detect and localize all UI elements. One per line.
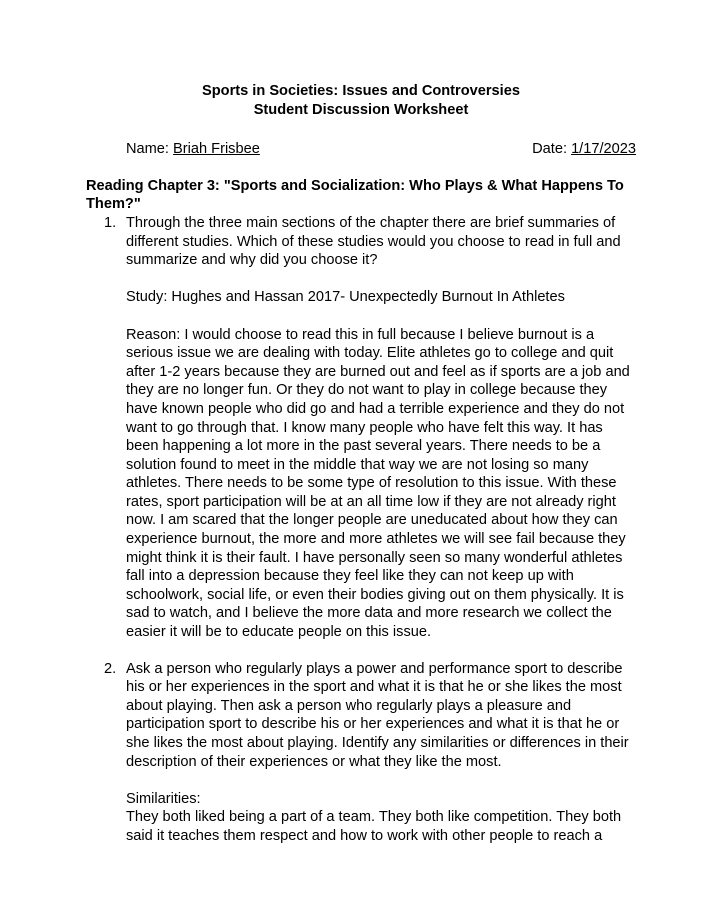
title-line-1: Sports in Societies: Issues and Controversies — [202, 83, 520, 99]
question-1-prompt: Through the three main sections of the chapter there are brief summaries of different studies. Which of these studies would you choose to read in full and summarize and why did you choose it? — [126, 214, 621, 269]
date-value: 1/17/2023 — [571, 141, 636, 158]
name-field — [126, 140, 260, 159]
question-list — [86, 214, 636, 846]
title-line-2: Student Discussion Worksheet — [253, 101, 469, 118]
question-1-number: 1. — [104, 214, 117, 231]
question-1-study: Study: Hughes and Hassan 2017- Unexpectedly Burnout In Athletes — [126, 289, 565, 306]
question-1 — [86, 214, 636, 642]
spacer — [126, 270, 636, 289]
worksheet-title — [86, 82, 636, 119]
reading-heading — [86, 177, 636, 214]
reading-label: Reading Chapter 3: — [86, 177, 224, 194]
question-1-reason: Reason: I would choose to read this in full because I believe burnout is a serious issue we are dealing with today. Elite athletes go to college and quit after 1-2 years because they are burned out and feel as if sports are a job and they are no longer fun. Or they do not want to play in college because they have known people who did go and had a terrible experience and they do not want to go through that. I know many people who have felt this way. It has been happening a lot more in the past several years. There needs to be a solution found to meet in the middle that way we are not losing so many athletes. There needs to be some type of resolution to this issue. With these rates, sport participation will be at an all time low if they are not already right now. I am scared that the longer people are uneducated about how they can experience burnout, the more and more athletes we will see fail because they might think it is their fault. I have personally seen so many wonderful athletes fall into a depression because they feel like they can not keep up with schoolwork, social life, or even their bodies giving out on them physically. It is sad to watch, and I believe the more data and more research we collect the easier it will be to educate people on this issue. — [126, 326, 630, 641]
question-2-number: 2. — [104, 660, 117, 677]
name-value: Briah Frisbee — [173, 141, 260, 158]
spacer — [126, 771, 636, 790]
spacer — [126, 307, 636, 326]
similarities-text: They both liked being a part of a team. They both like competition. They both said it teaches them respect and how to work with other people to reach a — [126, 809, 622, 844]
reading-title: "Sports and Socialization: Who Plays & What Happens To Them?" — [86, 177, 624, 213]
date-label: Date: — [532, 141, 572, 158]
student-info-row — [86, 140, 636, 159]
question-2-prompt: Ask a person who regularly plays a power and performance sport to describe his or her experiences in the sport and what it is that he or she likes the most about playing. Then ask a person who regularly plays a pleasure and participation sport to describe his or her experiences and what it is that he or she likes the most about playing. Identify any similarities or differences in their description of their experiences or what they like the most. — [126, 660, 629, 770]
similarities-label: Similarities: — [126, 790, 201, 807]
date-field — [532, 140, 636, 159]
name-label: Name: — [126, 141, 174, 158]
question-2 — [86, 660, 636, 846]
